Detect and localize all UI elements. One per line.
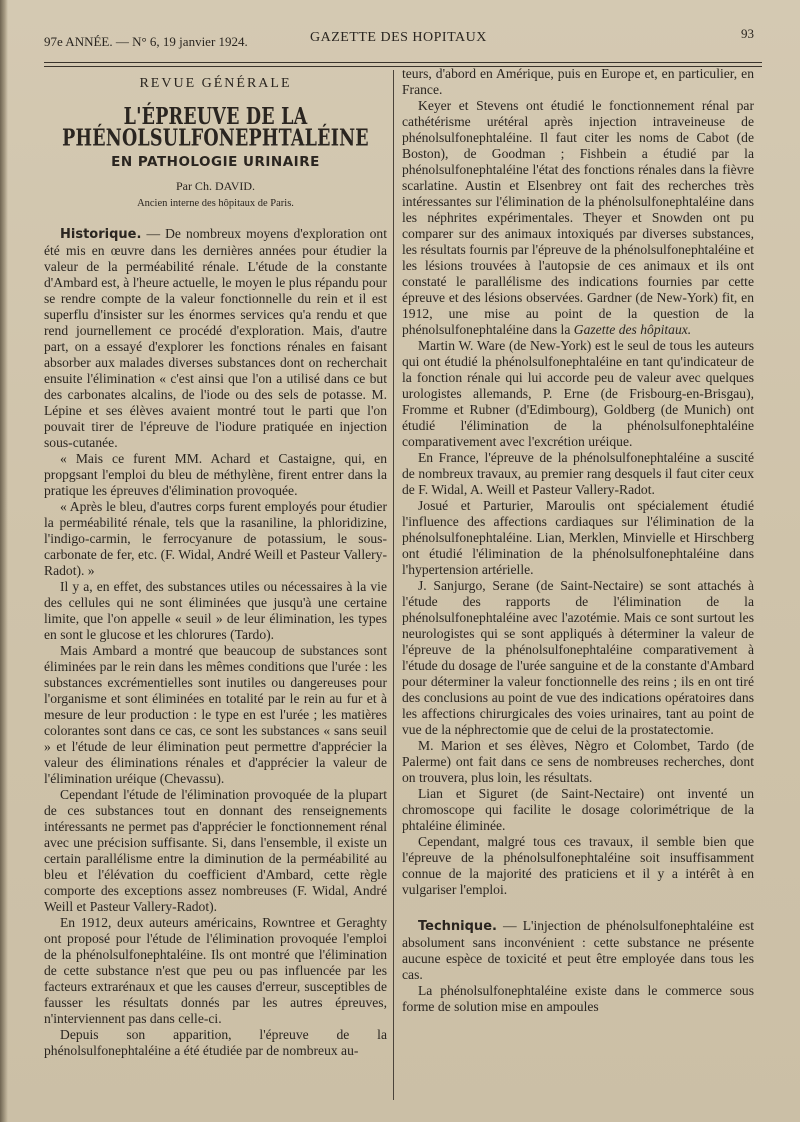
technique-heading: Technique.: [418, 919, 497, 934]
paragraph: J. Sanjurgo, Serane (de Saint-Nectaire) se sont attachés à l'étude des rapports de l'élimination de la phénolsulfonephtaléine avec l'azotémie. Mais ce sont surtout les neurologistes qui se sont appliqués à déterminer la valeur de l'épreuve de la phénolsulfonephtaléine comparativement à l'étude du dosage de l'urée sanguine et de la constante d'Ambard pour déterminer la valeur fonctionnelle des reins ; ils en ont tiré des conclusions au point de vue des indications opératoires dans les affections chirurgicales des voies urinaires, tant au point de vue de la néphrectomie que de celui de la prostatectomie.: [402, 578, 754, 737]
right-column: [402, 66, 754, 1015]
paragraph: [44, 226, 387, 451]
paragraph: En 1912, deux auteurs américains, Rowntree et Geraghty ont proposé pour l'étude de l'élimination provoquée l'emploi de la phénolsulfonephtaléine. Ils ont montré que l'élimination de cette substance n'est que peu ou pas influencée par les facteurs extrarénaux et que les causes d'erreur, susceptibles de fausser les résultats donnés par les autres épreuves, n'interviennent pas dans celle-ci.: [44, 915, 387, 1026]
issue-line: 97e ANNÉE. — N° 6, 19 janvier 1924.: [44, 34, 248, 49]
section-label: REVUE GÉNÉRALE: [139, 76, 292, 91]
paragraph: Cependant l'étude de l'élimination provoquée de la plupart de ces substances tout en donnant des renseignements intéressants ne permet pas d'apprécier le fonctionnement rénal avec une précision suffisante. Si, dans l'ensemble, il existe un certain parallélisme entre la diminution de la perméabilité au bleu et l'élévation du coefficient d'Ambard, cette règle comporte des exceptions assez nombreuses (F. Widal, André Weill et Pasteur Vallery-Radot).: [44, 787, 387, 914]
left-column: [44, 70, 387, 1059]
paragraph: La phénolsulfonephtaléine existe dans le commerce sous forme de solution mise en ampoules: [402, 983, 754, 1014]
journal-reference: Gazette des hôpitaux.: [573, 322, 692, 337]
historique-heading: Historique.: [60, 227, 142, 242]
page-binding-edge: [0, 0, 8, 1122]
header-rule: [44, 62, 762, 63]
paragraph: [402, 98, 754, 338]
paragraph: [402, 918, 754, 983]
paragraph: Depuis son apparition, l'épreuve de la phénolsulfonephtaléine a été étudiée par de nombreux au-: [44, 1027, 387, 1058]
newspaper-name: GAZETTE DES HOPITAUX: [310, 30, 487, 45]
paragraph: teurs, d'abord en Amérique, puis en Europe et, en particulier, en France.: [402, 66, 754, 97]
column-divider: [393, 70, 394, 1100]
paragraph-text: — L'injection de phénolsulfonephtaléine est absolument sans inconvénient : cette substance ne présente aucune espèce de toxicité et peut être employée dans tous les cas.: [402, 918, 754, 982]
paragraph: M. Marion et ses élèves, Nègro et Colombet, Tardo (de Palerme) ont fait dans ce sens de nombreuses recherches, dont on trouvera, plus loin, les résultats.: [402, 738, 754, 785]
article-subtitle: EN PATHOLOGIE URINAIRE: [111, 154, 320, 170]
author-affiliation: Ancien interne des hôpitaux de Paris.: [137, 198, 294, 209]
paragraph: Mais Ambard a montré que beaucoup de substances sont éliminées par le rein dans les mêmes conditions que l'urée : les substances excrémentielles sont inutiles ou dangereuses pour l'organisme et sont éliminées en totalité par le rein au fur et à mesure de leur production : le type en est l'urée ; les matières colorantes sont dans ce cas, ce sont les substances « sans seuil » et l'étude de leur élimination peut permettre d'apprécier la valeur des éliminations rénales et d'apprécier la valeur de l'élimination uréique (Chevassu).: [44, 643, 387, 786]
paragraph: Il y a, en effet, des substances utiles ou nécessaires à la vie des cellules qui ne sont éliminées que jusqu'à une certaine limite, que l'on appelle « seuil » de leur élimination, les types en sont le glucose et les chlorures (Tardo).: [44, 579, 387, 642]
paragraph-text: Keyer et Stevens ont étudié le fonctionnement rénal par cathétérisme urétéral après injection intraveineuse de phénolsulfonephtaléine. Il faut citer les noms de Cabot (de Boston), de Goodman ; Fishbein a étudié par la phénolsulfonephtaléine l'état des fonctions rénales dans la fièvre scarlatine. Austin et Elsenbrey ont fait des recherches très intéressantes sur l'élimination de la phénolsulfonephtaléine dans les néphrites expérimentales. Theyer et Snowden ont pu comparer sur des animaux intoxiqués par diverses substances, les résultats fournis par l'épreuve de la phénolsulfonephtaléine et les lésions trouvées à l'autopsie de ces animaux et ils ont constaté le parallélisme des indications fournies par cette épreuve et des lésions observées. Gardner (de New-York) fit, en 1912, une mise au point de la question de la phénolsulfonephtaléine dans la: [402, 98, 754, 337]
paragraph: Josué et Parturier, Maroulis ont spécialement étudié l'influence des affections cardiaques sur l'élimination de la phénolsulfonephtaléine. Lian, Merklen, Minvielle et Hirschberg ont étudié l'élimination de la phénolsulfonephtaléine dans l'hypertension artérielle.: [402, 498, 754, 577]
paragraph: « Mais ce furent MM. Achard et Castaigne, qui, en propgsant l'emploi du bleu de méthylène, firent entrer dans la pratique les épreuves d'élimination provoquée.: [44, 451, 387, 498]
paragraph: « Après le bleu, d'autres corps furent employés pour étudier la perméabilité rénale, tels que la rasaniline, la phloridizine, l'indigo-carmin, le ferrocyanure de potassium, le sous-carbonate de fer, etc. (F. Widal, André Weill et Pasteur Vallery-Radot). »: [44, 499, 387, 578]
paragraph: En France, l'épreuve de la phénolsulfonephtaléine a suscité de nombreux travaux, au premier rang desquels il faut citer ceux de F. Widal, A. Weill et Pasteur Vallery-Radot.: [402, 450, 754, 497]
paragraph: Cependant, malgré tous ces travaux, il semble bien que l'épreuve de la phénolsulfonephtaléine soit insuffisamment connue de la majorité des praticiens et il y a intérêt à en vulgariser l'emploi.: [402, 834, 754, 897]
paragraph: Martin W. Ware (de New-York) est le seul de tous les auteurs qui ont étudié la phénolsulfonephtaléine en tant qu'indicateur de la fonction rénale qui lui accorde peu de valeur avec quelques urologistes allemands, P. Erne (de Frisbourg-en-Brisgau), Fromme et Rubner (d'Edimbourg), Goldberg (de Munich) ont étudié l'élimination de la phénolsulfonephtaléine comparativement avec l'excrétion uréique.: [402, 338, 754, 449]
page-header: [44, 24, 760, 54]
article-title: L'ÉPREUVE DE LA PHÉNOLSULFONEPHTALÉINE: [62, 103, 369, 153]
paragraph-text: — De nombreux moyens d'exploration ont été mis en œuvre dans les dernières années pour étudier la valeur de la perméabilité rénale. L'étude de la constante d'Ambard est, à l'heure actuelle, le moyen le plus répandu pour se rendre compte de la valeur fonctionnelle du rein et il est superflu d'insister sur les énormes services qu'a rendu et que rend journellement ce procédé d'exploration. Mais, d'autre part, on a essayé d'explorer les fonctions rénales en faisant absorber aux malades diverses substances dont on recherchait ensuite l'élimination « c'est ainsi que l'on a utilisé dans ce but des carbonates alcalins, de l'iode ou des sels de potasse. M. Lépine et ses élèves avaient montré tout le parti que l'on pouvait tirer de l'épreuve de l'iodure pratiquée en injection sous-cutanée.: [44, 226, 387, 450]
article-author: Par Ch. DAVID.: [175, 179, 256, 193]
paragraph: Lian et Siguret (de Saint-Nectaire) ont inventé un chromoscope qui facilite le dosage colorimétrique de la phtaléine éliminée.: [402, 786, 754, 833]
page-number: 93: [741, 26, 754, 41]
